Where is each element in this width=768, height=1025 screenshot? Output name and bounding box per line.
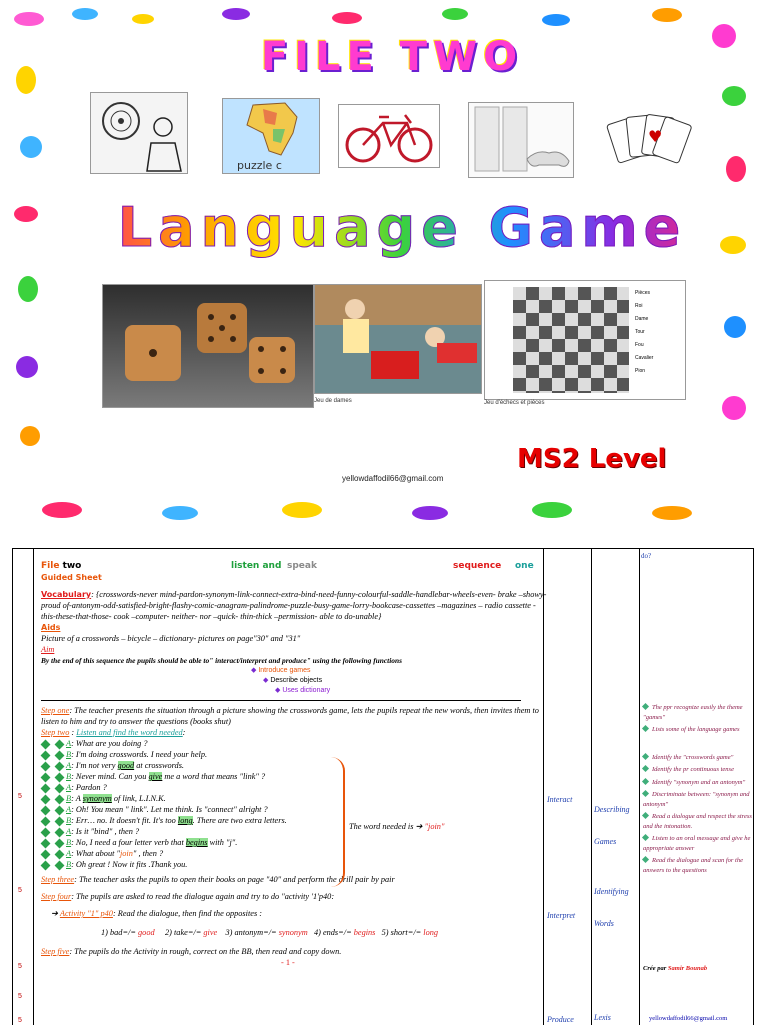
objective-item: Read the dialogue and scan for the answers to the questions bbox=[643, 857, 743, 874]
vocabulary-label: Vocabulary bbox=[41, 590, 92, 599]
aids-label: Aids bbox=[41, 623, 61, 632]
author-credit: Crée par Samir Bounab bbox=[643, 965, 708, 972]
step-two: Step two : Listen and find the word needed: bbox=[41, 728, 186, 737]
chess-piece-list bbox=[635, 287, 681, 378]
step-four: Step four: The pupils are asked to read the dialogue again and try to do "activity '1'p40: bbox=[41, 892, 335, 901]
decor-swirl bbox=[20, 426, 40, 446]
decor-swirl bbox=[72, 8, 98, 20]
vocabulary-block bbox=[41, 589, 551, 622]
margin-number: 5 bbox=[18, 887, 22, 894]
margin-number: 5 bbox=[18, 993, 22, 1000]
arrow-icon: ➔ bbox=[51, 909, 58, 918]
chess-piece-label: Tour bbox=[635, 329, 645, 335]
decor-swirl bbox=[20, 136, 42, 158]
column-divider bbox=[591, 549, 592, 1025]
decor-swirl bbox=[14, 12, 44, 26]
decor-swirl bbox=[18, 276, 38, 302]
game-console-picture bbox=[468, 102, 574, 178]
objective-item: Identify the "crosswords game" bbox=[643, 753, 753, 763]
language-game-title: Language Game bbox=[82, 196, 722, 259]
step-one bbox=[41, 705, 551, 727]
step-one-text: : The teacher presents the situation through a picture showing the crosswords game, lets the pupils repeat the new words, then invites them to listen to him and try to answer the questions (books shut) bbox=[41, 706, 539, 726]
objectives-list bbox=[643, 703, 753, 875]
margin-number: 5 bbox=[18, 793, 22, 800]
dialogue-line: B: No, I need a four letter verb that begins with "j". bbox=[41, 837, 551, 848]
competency-interpret: Interpret bbox=[547, 911, 576, 920]
dialogue-line: A: Pardon ? bbox=[41, 782, 551, 793]
right-header-text: do? bbox=[641, 552, 652, 560]
cover-email: yellowdaffodil66@gmail.com bbox=[342, 474, 444, 483]
chess-board-picture bbox=[484, 280, 686, 400]
page-number: - 1 - bbox=[281, 958, 295, 967]
step-five: Step five: The pupils do the Activity in rough, correct on the BB, then read and copy down. bbox=[41, 947, 342, 956]
footer-email: yellowdaffodil66@gmail.com bbox=[649, 1015, 728, 1022]
dialogue-line: A: Is it "bind" , then ? bbox=[41, 826, 551, 837]
function-item: ◆ Uses dictionary bbox=[275, 687, 331, 694]
activity-line: ➔ Activity "1" p40: Read the dialogue, then find the opposites : bbox=[51, 909, 263, 918]
skill-label: listen and bbox=[231, 561, 282, 571]
decor-swirl bbox=[542, 14, 570, 26]
objective-item: Identify "synonym and an antonym" bbox=[643, 778, 753, 788]
chess-piece-label: Pion bbox=[635, 368, 646, 374]
decor-swirl bbox=[222, 8, 250, 20]
dialogue-line: B: A synonym of link, L.I.N.K. bbox=[41, 793, 551, 804]
objective-item: Read a dialogue and respect the stress and the intonation. bbox=[643, 813, 752, 830]
margin-number: 5 bbox=[18, 1017, 22, 1024]
objective-item: Lists some of the language games bbox=[643, 725, 753, 735]
chess-piece-label: Fou bbox=[635, 342, 644, 348]
objective-item: The ppr recognize easily the theme "games" bbox=[643, 704, 743, 721]
aim-label: Aim bbox=[41, 645, 55, 654]
competency-produce: Produce bbox=[547, 1015, 574, 1024]
skill-label-2: speak bbox=[287, 561, 317, 571]
chess-piece-label: Dame bbox=[635, 316, 649, 322]
function-item: ◆ Describe objects bbox=[263, 677, 323, 684]
topic-words: Words bbox=[594, 919, 614, 928]
dialogue-line: B: Never mind. Can you give me a word that means "link" ? bbox=[41, 771, 551, 782]
topic-describing: Describing bbox=[594, 805, 630, 814]
decor-swirl bbox=[132, 14, 154, 24]
level-label: MS2 Level bbox=[517, 444, 667, 474]
decor-swirl bbox=[16, 356, 38, 378]
sequence-value: one bbox=[515, 561, 534, 571]
dialogue-line: A: I'm not very good at crosswords. bbox=[41, 760, 551, 771]
margin-number: 5 bbox=[18, 963, 22, 970]
function-item: ◆ Introduce games bbox=[251, 667, 311, 674]
lesson-page bbox=[12, 548, 754, 1025]
step-one-label: Step one bbox=[41, 706, 70, 715]
sequence-label: sequence bbox=[453, 561, 502, 571]
opposites-line: 1) bad=/= good 2) take=/= give 3) antonym=/= synonym 4) ends=/= begins 5) short=/= long bbox=[101, 928, 439, 937]
decor-swirl bbox=[724, 316, 746, 338]
arrow-icon: ➔ bbox=[415, 822, 423, 831]
topic-games: Games bbox=[594, 837, 617, 846]
objective-item: Identify the pr continuous tense bbox=[643, 765, 753, 775]
lesson-content bbox=[41, 561, 551, 968]
chess-piece-label: Cavalier bbox=[635, 355, 654, 361]
aids-text: Picture of a crosswords – bicycle – dictionary- pictures on page"30" and "31" bbox=[41, 634, 301, 643]
dialogue-brace bbox=[329, 757, 345, 887]
file-two-title: FILE TWO bbox=[260, 34, 524, 80]
dialogue-line: B: Err… no. It doesn't fit. It's too long. There are two extra letters. bbox=[41, 815, 551, 826]
vocabulary-text: : {crosswords-never mind-pardon-synonym-link-connect-extra-bind-need-funny-colourful-saddle-handlebar-wheels-even- brake –showy-proud of-antonym-odd-satisfied-bright-flashy-comic-anagram-palindrome-puzzle-busy-game-lorry-bookcase-cassettes –magazines – radio cassette - this-these-that-those- cook –computer- neither- nor –quick- thin-thick –permission- able to do-unable} bbox=[41, 590, 547, 621]
africa-puzzle-picture bbox=[222, 98, 320, 174]
svg-text:♥: ♥ bbox=[648, 127, 663, 146]
decor-swirl bbox=[282, 502, 322, 518]
topic-identifying: Identifying bbox=[594, 887, 629, 896]
decor-swirl bbox=[412, 506, 448, 520]
decor-swirl bbox=[652, 506, 692, 520]
decor-swirl bbox=[16, 66, 36, 94]
column-divider bbox=[33, 549, 34, 1025]
dialogue-line: A: What are you doing ? bbox=[41, 738, 551, 749]
aim-text: By the end of this sequence the pupils should be able to" interact/interpret and produce" using the following functions bbox=[41, 656, 402, 665]
word-needed: The word needed is ➔ "join" bbox=[349, 822, 445, 831]
bicycle-picture bbox=[338, 104, 440, 168]
competency-interact: Interact bbox=[547, 795, 573, 804]
chessboard bbox=[513, 287, 629, 393]
topic-lexis: Lexis bbox=[594, 1013, 611, 1022]
decor-swirl bbox=[532, 502, 572, 518]
file-label: File bbox=[41, 561, 60, 571]
dialogue-line: B: Oh great ! Now it fits .Thank you. bbox=[41, 859, 551, 870]
decor-swirl bbox=[720, 236, 746, 254]
step-two-label: Step two bbox=[41, 728, 70, 737]
cover-page bbox=[12, 6, 754, 534]
puzzle-caption: puzzle c bbox=[237, 159, 282, 172]
dialogue-line: B: I'm doing crosswords. I need your help. bbox=[41, 749, 551, 760]
column-divider bbox=[639, 549, 640, 1025]
decor-swirl bbox=[722, 86, 746, 106]
decor-swirl bbox=[332, 12, 362, 24]
chess-caption: Jeu d'échecs et pièces bbox=[484, 400, 545, 406]
decor-swirl bbox=[722, 396, 746, 420]
decor-swirl bbox=[712, 24, 736, 48]
step-three: Step three: The teacher asks the pupils to open their books on page "40" and perform the drill pair by pair bbox=[41, 875, 395, 884]
chess-piece-label: Pièces bbox=[635, 290, 651, 296]
guided-sheet-label: Guided Sheet bbox=[41, 573, 102, 582]
functions-list bbox=[251, 666, 551, 696]
decor-swirl bbox=[162, 506, 198, 520]
file-value: two bbox=[62, 561, 82, 571]
objective-item: Discriminate between: "synonym and antonym" bbox=[643, 791, 750, 808]
step-two-text: Listen and find the word needed bbox=[76, 728, 183, 737]
decor-swirl bbox=[14, 206, 38, 222]
dice-picture bbox=[102, 284, 314, 408]
decor-swirl bbox=[652, 8, 682, 22]
decor-swirl bbox=[442, 8, 468, 20]
decor-swirl bbox=[726, 156, 746, 182]
objective-item: Listen to an oral message and give he appropriate answer bbox=[643, 835, 751, 852]
dialogue-line: A: Oh! You mean " link". Let me think. Is "connect" alright ? bbox=[41, 804, 551, 815]
chess-piece-label: Roi bbox=[635, 303, 643, 309]
dialogue bbox=[41, 738, 551, 870]
dartboard-picture bbox=[90, 92, 188, 174]
lesson-header bbox=[41, 561, 551, 572]
decor-swirl bbox=[42, 502, 82, 518]
checkers-caption: Jeu de dames bbox=[314, 398, 352, 404]
children-checkers-picture bbox=[314, 284, 482, 394]
dialogue-line: A: What about "join" , then ? bbox=[41, 848, 551, 859]
playing-cards-picture bbox=[606, 110, 692, 174]
